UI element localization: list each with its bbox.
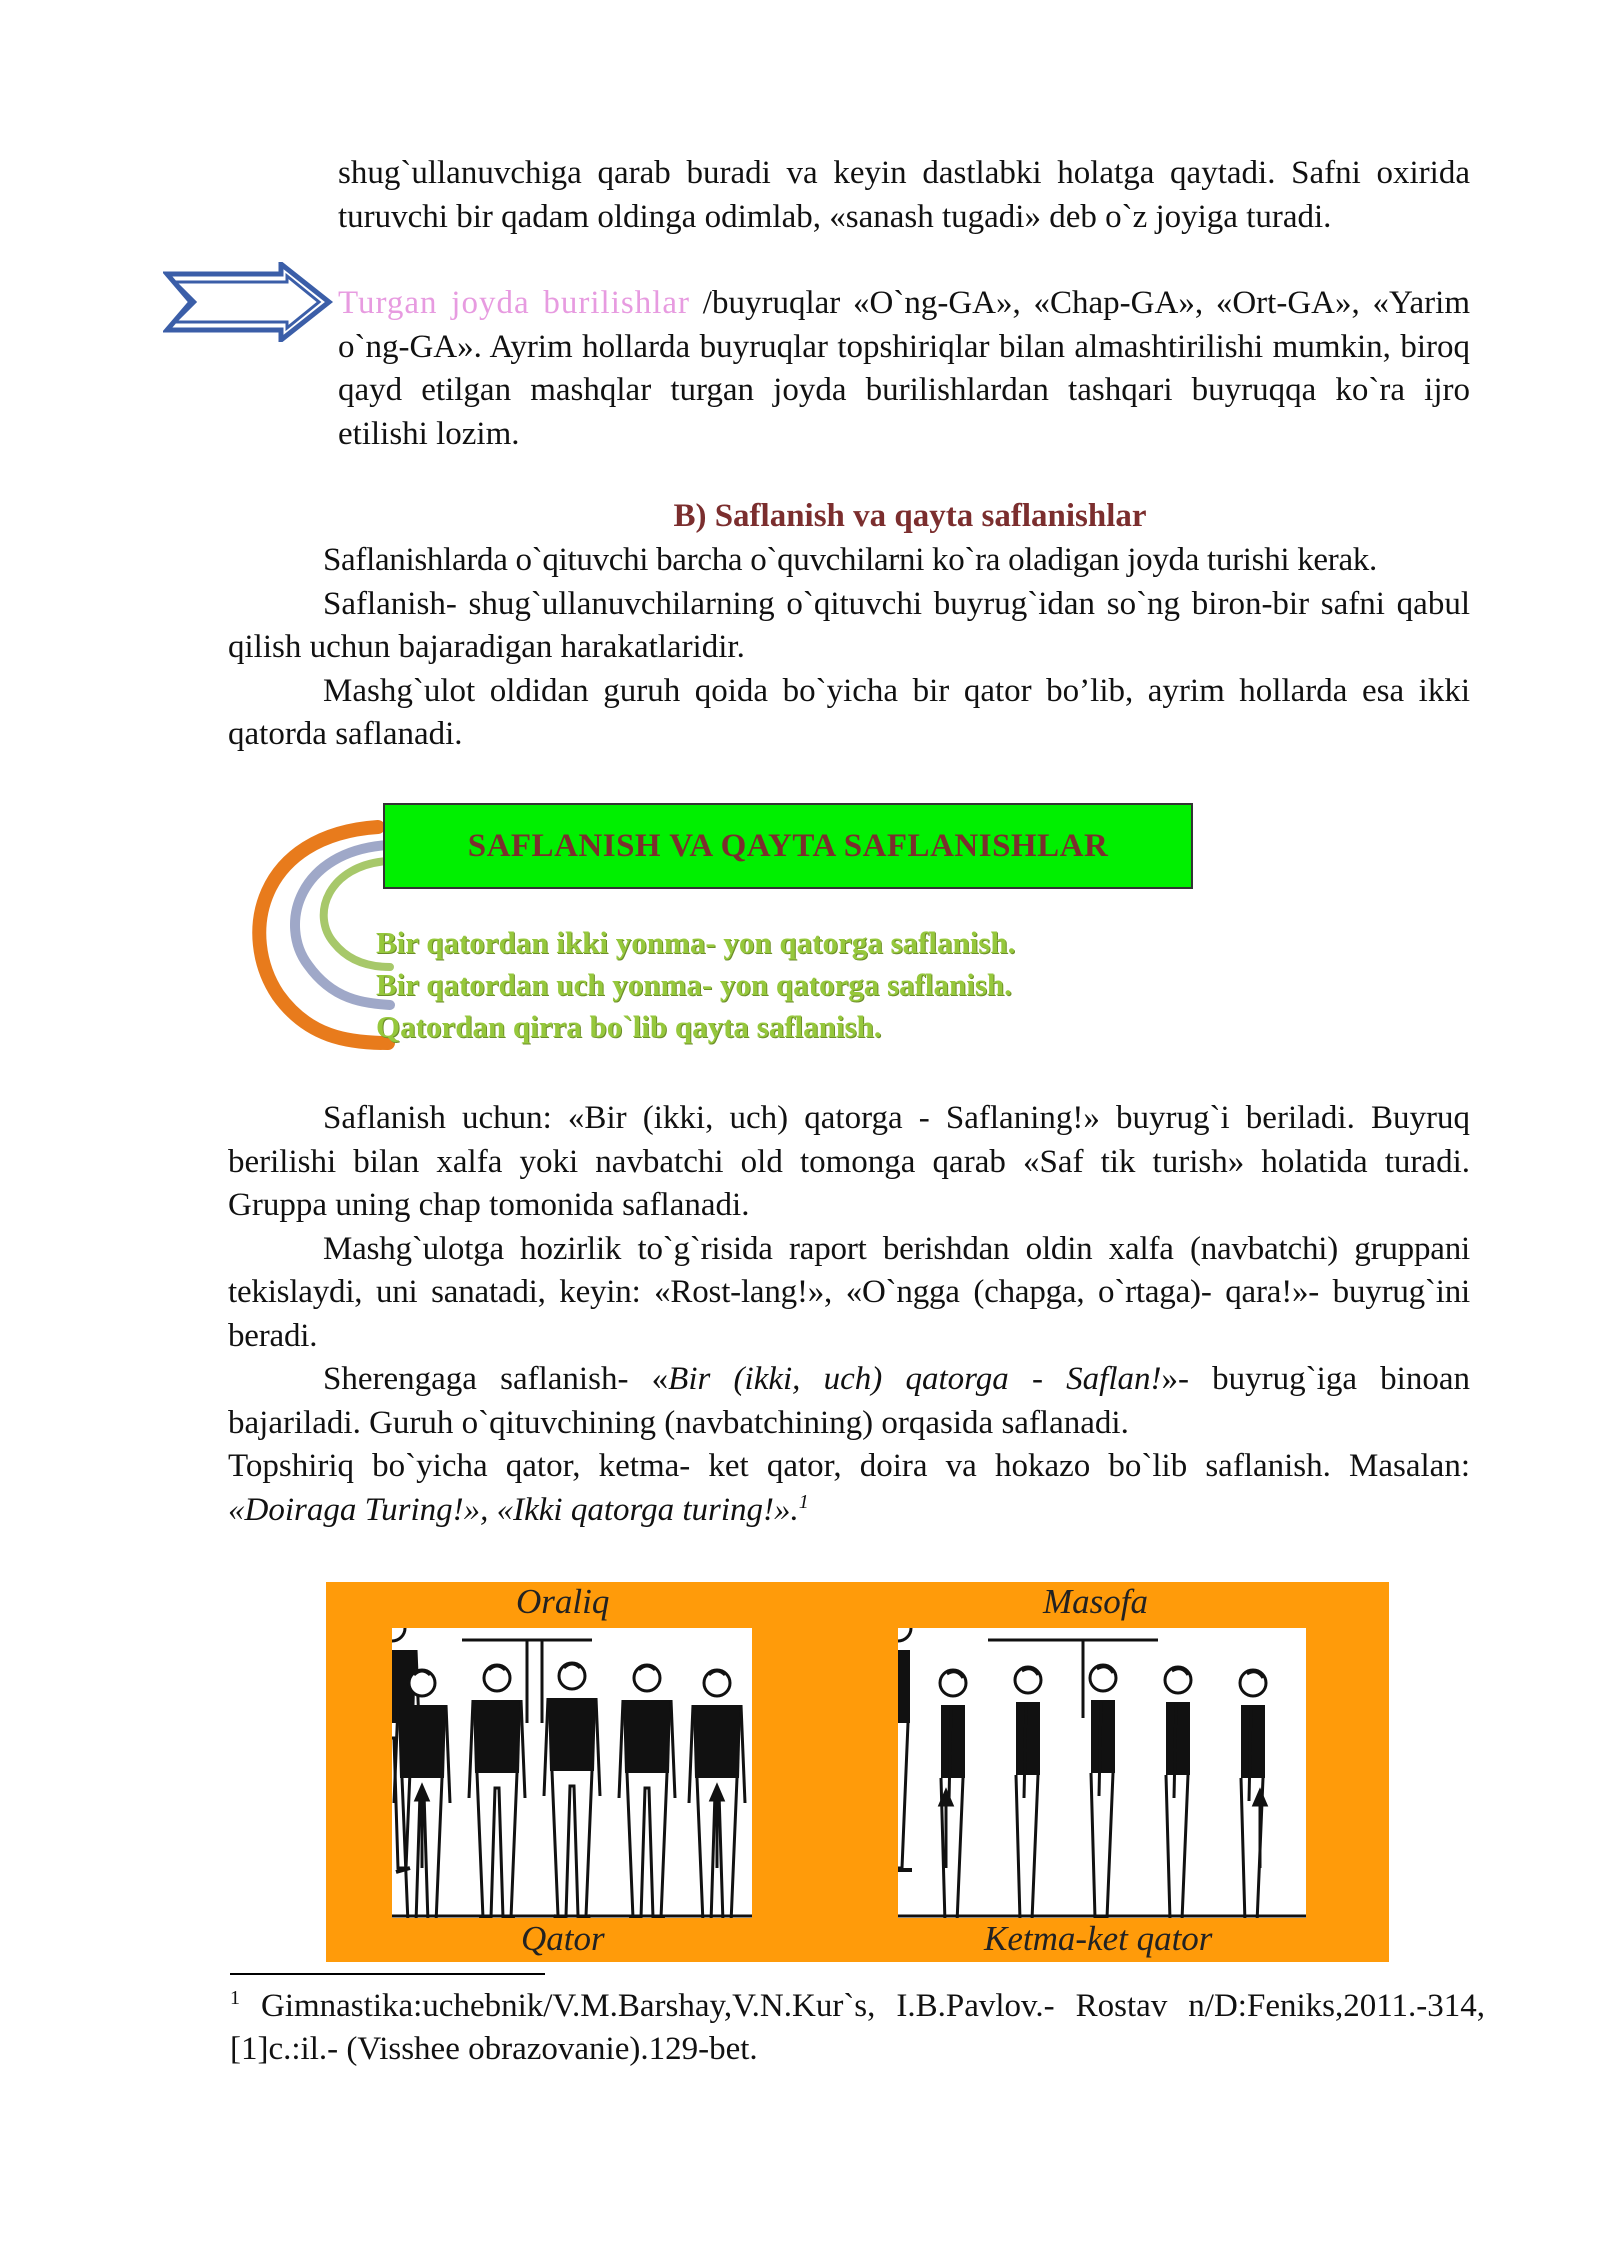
right-arrow-icon	[163, 262, 335, 342]
paragraph-8-a: Sherengaga saflanish- «	[323, 1361, 669, 1397]
person-side-2	[1015, 1667, 1042, 1918]
paragraph-2	[338, 282, 1470, 456]
paragraph-9-commands: «Doiraga Turing!», «Ikki qatorga turing!».	[228, 1491, 799, 1528]
footnote-text: Gimnastika:uchebnik/V.M.Barshay,V.N.Kur`s, I.B.Pavlov.- Rostav n/D:Feniks,2011.-314,[1]c.:il.- (Visshee obrazovanie).129-bet.	[230, 1988, 1485, 2067]
footnote-divider	[230, 1973, 545, 1975]
figure-panel-qator	[392, 1628, 752, 1918]
diagram-title-box	[383, 803, 1193, 889]
people-in-line-illustration	[392, 1628, 752, 1918]
paragraph-9	[228, 1445, 1470, 1532]
body-section-2	[228, 1097, 1470, 1532]
curved-bracket-decoration	[238, 815, 398, 1055]
person-2	[469, 1665, 525, 1918]
person-4	[619, 1665, 675, 1918]
highlighted-term: Turgan joyda burilishlar	[338, 285, 691, 321]
figure-label-qator: Qator	[521, 1919, 605, 1958]
paragraph-2-rest: /buyruqlar «O`ng-GA», «Chap-GA», «Ort-GA», «Yarim o`ng-GA». Ayrim hollarda buyruqlar topshiriqlar bilan almashtirilishi mumkin, biroq qayd etilgan mashqlar turgan joyda burilishlardan tashqari buyruqqa ko`ra ijro etilishi lozim.	[338, 285, 1470, 452]
figure-label-ketma-ket-qator: Ketma-ket qator	[984, 1919, 1213, 1958]
figure-label-masofa: Masofa	[1043, 1582, 1148, 1621]
person-3	[544, 1663, 600, 1918]
diagram-item-1: Bir qatordan ikki yonma- yon qatorga saflanish.	[376, 925, 1016, 960]
diagram-item-2: Bir qatordan uch yonma- yon qatorga saflanish.	[376, 967, 1012, 1002]
diagram-title: SAFLANISH VA QAYTA SAFLANISHLAR	[467, 827, 1109, 864]
paragraph-8-b: »- buyrug`iga binoan bajariladi. Guruh o`qituvchining (navbatchining) orqasida saflanadi.	[228, 1361, 1470, 1441]
paragraph-3: Saflanishlarda o`qituvchi barcha o`quvchilarni ko`ra oladigan joyda turishi kerak.	[323, 542, 1377, 578]
person-side-4	[1165, 1667, 1192, 1918]
paragraph-4: Saflanish- shug`ullanuvchilarning o`qituvchi buyrug`idan so`ng biron-bir safni qabul qilish uchun bajaradigan harakatlaridir.	[228, 585, 1470, 665]
person-side-3	[1090, 1665, 1117, 1918]
footnote	[230, 1985, 1485, 2071]
formation-figure	[326, 1582, 1389, 1962]
figure-panel-ketma-ket-qator	[898, 1628, 1306, 1918]
people-in-column-illustration	[898, 1628, 1306, 1918]
paragraph-6: Saflanish uchun: «Bir (ikki, uch) qatorga - Saflaning!» buyrug`i beriladi. Buyruq berilishi bilan xalfa yoki navbatchi old tomonga qarab «Saf tik turish» holatida turadi. Gruppa uning chap tomonida saflanadi.	[228, 1100, 1470, 1223]
person-side-5	[1240, 1670, 1267, 1918]
up-arrow-icon	[940, 1791, 1266, 1868]
paragraph-7: Mashg`ulotga hozirlik to`g`risida raport berishdan oldin xalfa (navbatchi) gruppani tekislaydi, uni sanatadi, keyin: «Rost-lang!», «O`ngga (chapga, o`rtaga)- qara!»- buyrug`ini beradi.	[228, 1230, 1470, 1354]
paragraph-2-text	[338, 282, 1470, 456]
paragraph-1-text: shug`ullanuvchiga qarab buradi va keyin dastlabki holatga qaytadi. Safni oxirida turuvchi bir qadam oldinga odimlab, «sanash tugadi» deb o`z joyiga turadi.	[338, 155, 1470, 235]
figure-label-oraliq: Oraliq	[516, 1582, 610, 1621]
section-heading: B) Saflanish va qayta saflanishlar	[673, 498, 1147, 534]
saflanish-diagram	[238, 795, 1198, 1065]
paragraph-8	[228, 1358, 1470, 1445]
paragraph-9-a: Topshiriq bo`yicha qator, ketma- ket qator, doira va hokazo bo`lib saflanish. Masalan:	[228, 1448, 1470, 1484]
paragraph-5: Mashg`ulot oldidan guruh qoida bo`yicha bir qator bo’lib, ayrim hollarda esa ikki qatorda saflanadi.	[228, 672, 1470, 752]
footnote-number: 1	[230, 1987, 240, 2009]
paragraph-1	[338, 152, 1470, 239]
diagram-item-3: Qatordan qirra bo`lib qayta saflanish.	[376, 1009, 882, 1044]
footnote-ref: 1	[798, 1490, 809, 1513]
paragraph-8-command: Bir (ikki, uch) qatorga - Saflan!	[668, 1361, 1162, 1397]
body-section-1	[228, 539, 1470, 757]
